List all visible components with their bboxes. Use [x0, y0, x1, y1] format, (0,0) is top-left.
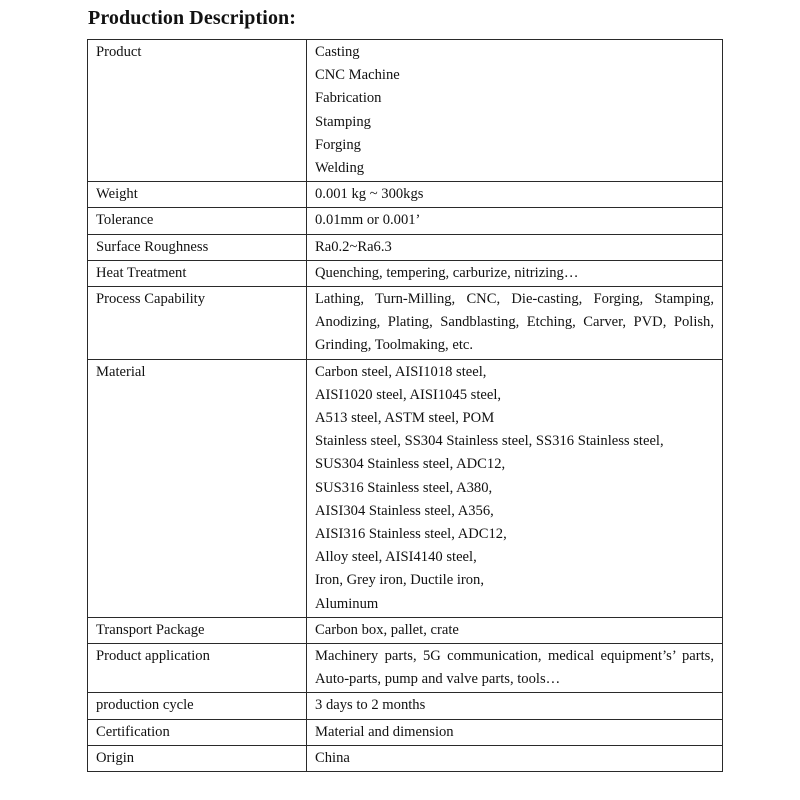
value-line: Forging — [315, 136, 361, 153]
row-value-product-application — [307, 644, 723, 693]
value-line: AISI316 Stainless steel, ADC12, — [315, 526, 507, 543]
table-row-tolerance — [88, 208, 723, 234]
row-label-certification: Certification — [88, 719, 307, 745]
row-value-process-capability — [307, 287, 723, 360]
production-description-table — [87, 39, 723, 772]
row-label-surface-roughness: Surface Roughness — [88, 234, 307, 260]
value-line: CNC Machine — [315, 67, 400, 84]
row-value-weight — [307, 182, 723, 208]
table-row-heat-treatment — [88, 260, 723, 286]
table-row-material — [88, 359, 723, 617]
value-line: Stainless steel, SS304 Stainless steel, SS316 Stainless steel, — [315, 433, 664, 450]
row-label-production-cycle: production cycle — [88, 693, 307, 719]
row-label-tolerance: Tolerance — [88, 208, 307, 234]
page-title: Production Description: — [88, 7, 297, 29]
value-line: SUS316 Stainless steel, A380, — [315, 479, 493, 496]
value-line: China — [315, 749, 350, 766]
row-label-product-application: Product application — [88, 644, 307, 693]
row-label-weight: Weight — [88, 182, 307, 208]
value-line: 0.01mm or 0.001’ — [315, 212, 421, 229]
row-value-material — [307, 359, 723, 617]
row-label-process-capability: Process Capability — [88, 287, 307, 360]
row-value-transport-package — [307, 617, 723, 643]
value-line: AISI304 Stainless steel, A356, — [315, 502, 494, 519]
table-row-certification — [88, 719, 723, 745]
value-line: Ra0.2~Ra6.3 — [315, 238, 392, 255]
row-value-production-cycle — [307, 693, 723, 719]
table-row-origin — [88, 745, 723, 771]
row-label-material: Material — [88, 359, 307, 617]
row-label-transport-package: Transport Package — [88, 617, 307, 643]
value-line: Welding — [315, 160, 365, 177]
value-line: Stamping — [315, 113, 371, 130]
table-row-product — [88, 40, 723, 182]
value-line: 0.001 kg ~ 300kgs — [315, 186, 424, 203]
value-line: Fabrication — [315, 90, 382, 107]
value-line: A513 steel, ASTM steel, POM — [315, 410, 495, 427]
table-row-surface-roughness — [88, 234, 723, 260]
row-value-surface-roughness — [307, 234, 723, 260]
table-row-production-cycle — [88, 693, 723, 719]
value-line: AISI1020 steel, AISI1045 steel, — [315, 386, 502, 403]
value-line: Material and dimension — [315, 723, 454, 740]
value-paragraph: Machinery parts, 5G communication, medical equipment’s’ parts, Auto-parts, pump and valve parts, tools… — [315, 648, 714, 688]
value-line: SUS304 Stainless steel, ADC12, — [315, 456, 506, 473]
row-value-certification — [307, 719, 723, 745]
value-line: Quenching, tempering, carburize, nitrizing… — [315, 264, 579, 281]
table-row-product-application — [88, 644, 723, 693]
value-line: Iron, Grey iron, Ductile iron, — [315, 572, 484, 589]
value-line: Casting — [315, 44, 360, 60]
value-line: 3 days to 2 months — [315, 697, 426, 714]
row-label-heat-treatment: Heat Treatment — [88, 260, 307, 286]
row-value-heat-treatment — [307, 260, 723, 286]
row-label-product: Product — [88, 40, 307, 182]
value-line: Carbon steel, AISI1018 steel, — [315, 363, 487, 380]
table-row-process-capability — [88, 287, 723, 360]
table-row-weight — [88, 182, 723, 208]
row-value-origin — [307, 745, 723, 771]
value-line: Alloy steel, AISI4140 steel, — [315, 549, 477, 566]
value-line: Aluminum — [315, 595, 379, 612]
value-line: Carbon box, pallet, crate — [315, 621, 459, 638]
row-value-tolerance — [307, 208, 723, 234]
value-paragraph: Lathing, Turn-Milling, CNC, Die-casting, Forging, Stamping, Anodizing, Plating, Sandblasting, Etching, Carver, PVD, Polish, Grinding, Toolmaking, etc. — [315, 291, 714, 354]
table-row-transport-package — [88, 617, 723, 643]
row-label-origin: Origin — [88, 745, 307, 771]
row-value-product — [307, 40, 723, 182]
